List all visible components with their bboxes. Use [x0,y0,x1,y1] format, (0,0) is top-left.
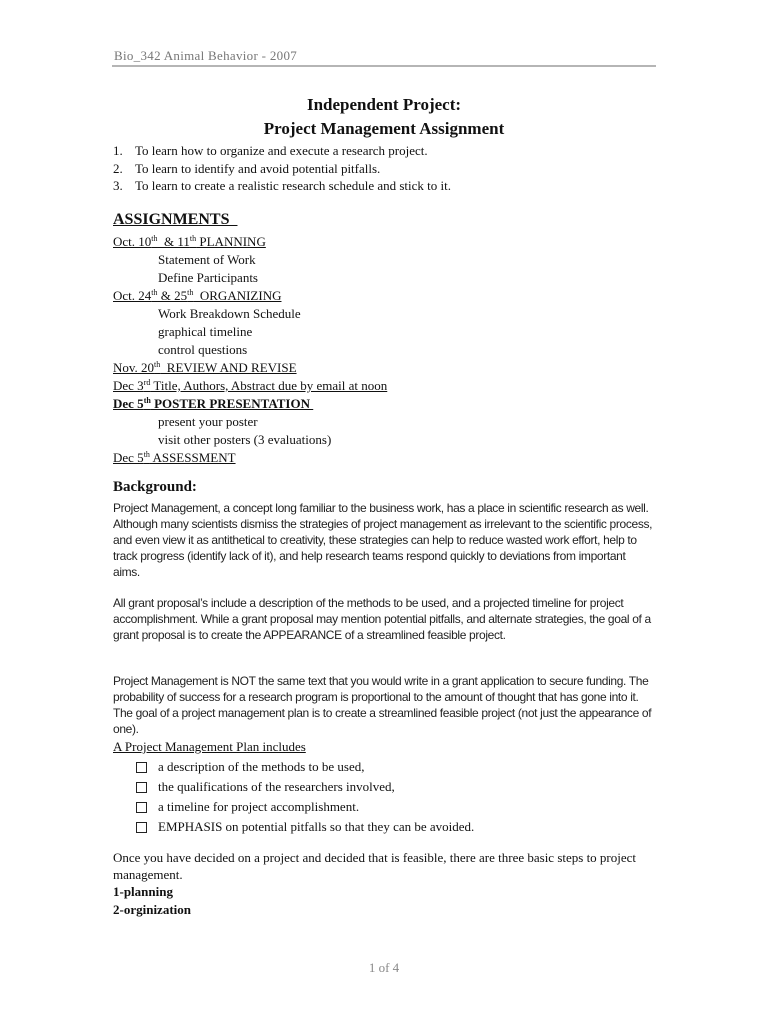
goals-list [113,142,451,195]
checkbox-icon [136,782,147,793]
list-item: 1. To learn how to organize and execute a research project. [113,143,428,158]
checkbox-icon [136,822,147,833]
checkbox-icon [136,762,147,773]
list-item: Work Breakdown Schedule [158,306,301,321]
background-paragraph-3: Project Management is NOT the same text that you would write in a grant application to secure funding. The probability of success for a research program is proportional to the amount of thought that has gone into it. The goal of a project management plan is to create a streamlined feasible project (not just the appearance of one). [113,674,652,737]
list-item: EMPHASIS on potential pitfalls so that they can be avoided. [136,817,474,837]
page-title: Independent Project: [306,95,462,114]
list-item: visit other posters (3 evaluations) [158,432,332,447]
list-item: 2. To learn to identify and avoid potential pitfalls. [113,160,381,176]
list-item: a description of the methods to be used, [136,757,474,777]
list-item: 1-planning [113,884,173,899]
schedule-organizing: Oct. 24th & 25th ORGANIZING [113,288,282,303]
header-divider [112,65,656,67]
schedule-assessment: Dec 5th ASSESSMENT [113,450,236,465]
schedule-poster: Dec 5th POSTER PRESENTATION [113,396,314,411]
page-number: 1 of 4 [368,960,400,975]
list-item: present your poster [158,414,258,429]
background-heading: Background: [113,479,197,495]
list-item: a timeline for project accomplishment. [136,797,474,817]
plan-heading: A Project Management Plan includes [113,739,306,754]
steps-intro: Once you have decided on a project and decided that is feasible, there are three basic steps to project management. [113,850,637,882]
course-header: Bio_342 Animal Behavior - 2007 [114,48,298,63]
list-item: Define Participants [158,270,258,285]
schedule-review: Nov. 20th REVIEW AND REVISE [113,360,297,375]
steps-list [113,883,191,919]
list-item: 2-orginization [113,902,191,917]
list-item: graphical timeline [158,324,253,339]
assignments-heading: ASSIGNMENTS [113,211,238,228]
schedule-abstract: Dec 3rd Title, Authors, Abstract due by email at noon [113,378,388,393]
list-item: 3. To learn to create a realistic research schedule and stick to it. [113,178,451,193]
checkbox-icon [136,802,147,813]
page-subtitle: Project Management Assignment [263,119,505,138]
plan-checklist [136,757,474,837]
background-paragraph-2: All grant proposal’s include a description of the methods to be used, and a projected timeline for project accomplishment. While a grant proposal may mention potential pitfalls, and alternate strategies, the goal of a grant proposal is to create the APPEARANCE of a streamlined feasible project. [113,596,651,643]
schedule-planning: Oct. 10th & 11th PLANNING [113,234,266,249]
assignments-schedule [113,233,387,467]
list-item: Statement of Work [158,252,256,267]
background-paragraph-1: Project Management, a concept long familiar to the business work, has a place in scientific research as well. Although many scientists dismiss the strategies of project management as irrelevant to the scientific process, and even view it as antithetical to creativity, these strategies can help to reduce wasted work effort, help to track progress (identify lack of it), and help research teams respond quickly to deviations from important aims. [113,501,653,580]
list-item: control questions [158,342,248,357]
list-item: the qualifications of the researchers involved, [136,777,474,797]
